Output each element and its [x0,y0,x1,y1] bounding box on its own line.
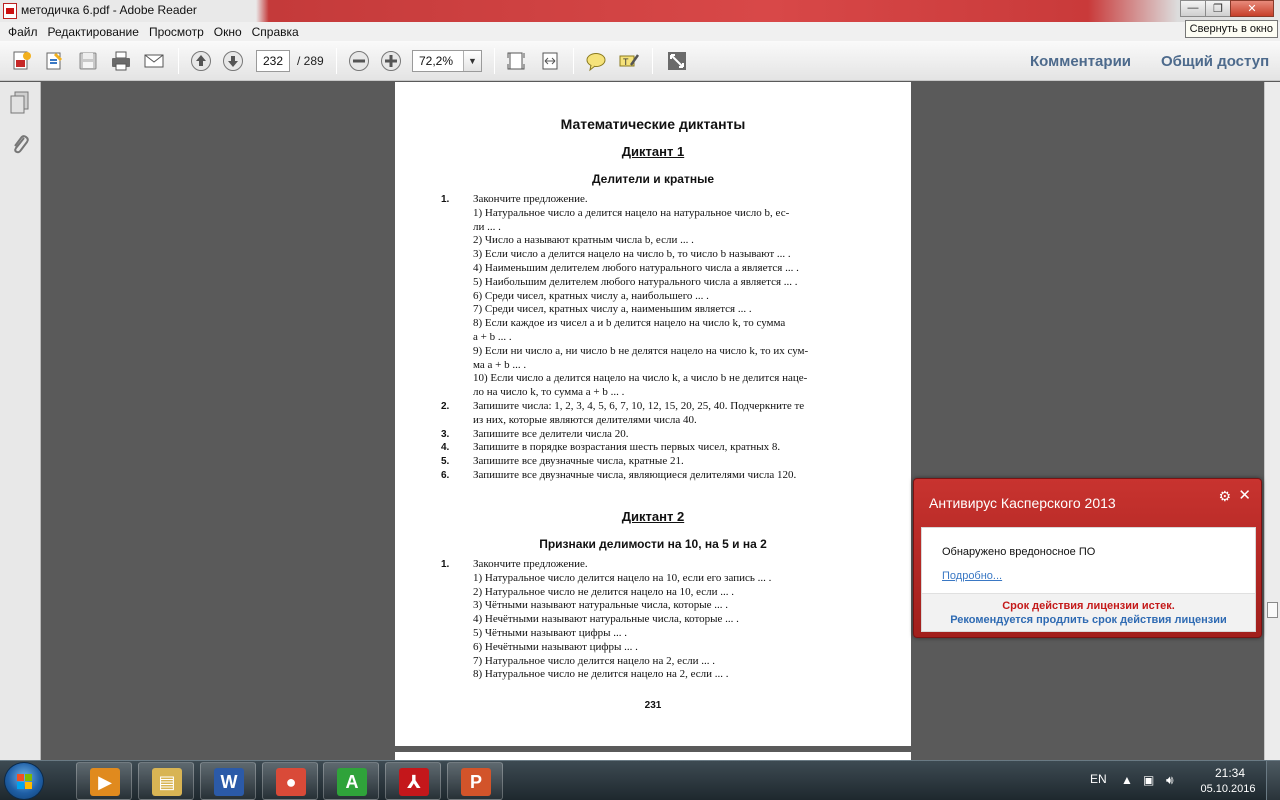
highlight-icon [618,50,640,72]
taskbar-app-media-player[interactable] [76,762,132,800]
window-controls [1181,0,1274,18]
sticky-note-button[interactable] [583,49,609,73]
list-item-line: 6) Среди чисел, кратных числу a, наибольшего ... . [473,289,709,302]
page-total: / 289 [297,54,324,68]
list-item-number: 1. [441,194,450,205]
minimize-icon: — [1187,2,1199,14]
antivirus-body [921,527,1256,632]
chevron-down-icon[interactable]: ▼ [463,51,481,71]
list-item-line: 3) Если число a делится нацело на число b, то число b называют ... . [473,248,791,261]
list-item [441,428,861,442]
zoom-value: 72,2% [419,54,454,68]
menu-edit[interactable]: Редактирование [47,24,139,39]
taskbar-app-abbyy[interactable] [323,762,379,800]
list-item-line: из них, которые являются делителями числа 40. [473,413,697,426]
list-item-number: 6. [441,469,450,481]
zoom-in-button[interactable] [378,49,404,73]
save-icon [77,50,99,72]
license-expired-text: Срок действия лицензии истек. [1002,600,1175,612]
menu-view[interactable]: Просмотр [148,24,204,39]
page-number-footer: 231 [644,700,662,711]
license-footer [922,593,1255,631]
toolbar-separator [652,48,653,74]
edit-pdf-button[interactable] [41,49,67,73]
document-viewer[interactable] [42,82,1264,760]
clock-date[interactable]: 05.10.2016 [1200,783,1256,795]
list-item-number: 1. [441,559,450,570]
comments-pane-button[interactable]: Комментарии [1030,53,1132,70]
fit-page-icon [505,50,527,72]
paperclip-icon [9,132,31,156]
toolbar-separator [336,48,337,74]
zoom-out-icon [348,50,370,72]
word-icon: W [214,768,244,796]
list-item-line: 7) Натуральное число делится нацело на 2, если ... . [473,654,715,667]
explorer-icon: ▤ [152,768,182,796]
next-page-button[interactable] [220,49,246,73]
close-button[interactable] [1230,0,1274,17]
taskbar-app-powerpoint[interactable] [447,762,503,800]
navigation-panel [0,82,41,760]
list-item-line: 7) Среди чисел, кратных числу a, наименьшим является ... . [473,303,752,316]
gear-icon[interactable]: ⚙ [1218,488,1231,504]
list-item [441,400,861,428]
menu-bar [0,22,1280,41]
close-icon: ✕ [1247,3,1257,15]
dictation-1-subtitle: Делители и кратные [591,172,715,186]
list-item [441,193,861,400]
menu-window[interactable]: Окно [213,24,242,39]
windows-logo-icon [17,774,33,790]
page-up-icon [190,50,212,72]
fit-width-button[interactable] [537,49,563,73]
fit-width-icon [539,50,561,72]
list-item-line: 8) Натуральное число не делится нацело на 2, если ... . [473,668,729,681]
zoom-out-button[interactable] [346,49,372,73]
restore-tooltip: Свернуть в окно [1185,20,1278,38]
previous-page-button[interactable] [188,49,214,73]
list-item-line: Закончите предложение. [473,193,588,205]
save-button[interactable] [75,49,101,73]
list-item-line: 4) Наименьшим делителем любого натурального числа a является ... . [473,261,799,274]
list-item-line: Запишите все двузначные числа, являющиеся делителями числа 120. [473,468,797,481]
list-item-line: 8) Если каждое из чисел a и b делится нацело на число k, то сумма [473,317,786,330]
list-item-line: Запишите в порядке возрастания шесть первых чисел, кратных 8. [473,441,781,454]
fullscreen-button[interactable] [664,49,690,73]
toolbar-separator [178,48,179,74]
zoom-select[interactable] [412,50,482,72]
media-player-icon: ▶ [90,768,120,796]
page-thumbnails-button[interactable] [9,90,31,114]
list-item-line: 2) Число a называют кратным числа b, если ... . [473,234,694,247]
list-item-line: 6) Нечётными называют цифры ... . [473,640,638,653]
taskbar-app-explorer[interactable] [138,762,194,800]
list-item [441,441,861,455]
close-icon[interactable]: ✕ [1238,487,1251,504]
list-item-line: 1) Натуральное число делится нацело на 10, если его запись ... . [473,571,772,584]
chrome-icon: ● [276,768,306,796]
antivirus-notification [913,478,1262,638]
renew-license-link[interactable]: Рекомендуется продлить срок действия лицензии [950,614,1227,626]
share-pane-button[interactable]: Общий доступ [1161,53,1270,70]
list-item-line: Закончите предложение. [473,558,588,570]
dictation-2-list [441,558,861,682]
list-item [441,469,861,483]
adobe-reader-icon: ⅄ [399,768,429,796]
list-item-line: ма a + b ... . [473,358,527,371]
language-indicator[interactable]: EN [1090,772,1107,786]
dictation-2-title: Диктант 2 [621,509,685,524]
email-button[interactable] [141,49,167,73]
comment-icon [585,50,607,72]
list-item-number: 2. [441,400,450,412]
show-desktop-button[interactable] [1266,761,1280,800]
show-hidden-icons-icon[interactable]: ▲ [1121,773,1133,787]
volume-icon[interactable]: 🔊︎ [1166,773,1174,787]
dictation-1-list [441,193,861,483]
list-item-line: Запишите числа: 1, 2, 3, 4, 5, 6, 7, 10, 12, 15, 20, 25, 40. Подчеркните те [473,399,805,412]
edit-icon [43,50,65,72]
window-title: методичка 6.pdf - Adobe Reader [21,3,197,17]
fit-page-button[interactable] [503,49,529,73]
email-icon [143,50,165,72]
abbyy-icon: A [337,768,367,796]
create-pdf-button[interactable] [9,49,35,73]
menu-file[interactable]: Файл [8,24,38,39]
minimize-button[interactable] [1180,0,1206,17]
document-main-title: Математические диктанты [560,116,746,132]
toolbar-separator [494,48,495,74]
pdf-app-icon [3,3,17,19]
list-item-line: 5) Чётными называют цифры ... . [473,626,627,639]
list-item [441,455,861,469]
fullscreen-icon [666,50,688,72]
taskbar-app-word[interactable] [200,762,256,800]
list-item-line: 3) Чётными называют натуральные числа, которые ... . [473,599,728,612]
list-item-line: Запишите все двузначные числа, кратные 21. [473,455,684,468]
list-item-line: Запишите все делители числа 20. [473,427,629,440]
taskbar [0,760,1280,800]
highlight-button[interactable] [616,49,642,73]
list-item-number: 5. [441,456,450,468]
antivirus-title: Антивирус Касперского 2013 [929,495,1116,511]
toolbar [0,41,1280,81]
start-button[interactable] [4,762,44,800]
clock-time[interactable]: 21:34 [1214,766,1246,780]
pdf-page [395,82,911,746]
list-item-number: 3. [441,428,450,440]
list-item-line: 1) Натуральное число a делится нацело на натуральное число b, ес- [473,206,790,219]
list-item-line: ло на число k, то сумма a + b ... . [473,386,625,399]
create-pdf-icon [11,50,33,72]
list-item-number: 4. [441,442,450,454]
list-item-line: 5) Наибольшим делителем любого натурального числа a является ... . [473,275,798,288]
vertical-scrollbar[interactable] [1264,82,1280,760]
restore-button[interactable] [1205,0,1231,17]
list-item-line: 10) Если число a делится нацело на число k, а число b не делится наце- [473,372,808,385]
pages-icon [9,90,31,114]
print-icon [110,50,132,72]
title-bar [0,0,1280,22]
print-button[interactable] [108,49,134,73]
list-item-line: a + b ... . [473,330,512,343]
list-item-line: 2) Натуральное число не делится нацело на 10, если ... . [473,585,735,598]
dictation-1-title: Диктант 1 [621,144,685,159]
zoom-in-icon [380,50,402,72]
list-item-line: 4) Нечётными называют натуральные числа, которые ... . [473,613,739,626]
list-item [441,558,861,682]
dictation-2-subtitle: Признаки делимости на 10, на 5 и на 2 [539,537,767,551]
network-icon[interactable]: ▣ [1143,773,1155,787]
list-item-line: ли ... . [473,220,501,233]
restore-icon: ❐ [1213,3,1223,15]
attachments-button[interactable] [9,132,31,156]
scrollbar-thumb[interactable] [1267,602,1278,618]
powerpoint-icon: P [461,768,491,796]
next-pdf-page [395,752,911,760]
taskbar-app-adobe-reader[interactable] [385,762,441,800]
svg-text:T: T [623,57,629,67]
menu-help[interactable]: Справка [251,24,299,39]
details-link[interactable]: Подробно... [942,570,1003,582]
taskbar-app-chrome[interactable] [262,762,318,800]
toolbar-separator [573,48,574,74]
list-item-line: 9) Если ни число a, ни число b не делятся нацело на число k, то их сум- [473,344,809,357]
page-number-input[interactable]: 232 [256,50,290,72]
page-down-icon [222,50,244,72]
malware-message: Обнаружено вредоносное ПО [942,546,1096,558]
